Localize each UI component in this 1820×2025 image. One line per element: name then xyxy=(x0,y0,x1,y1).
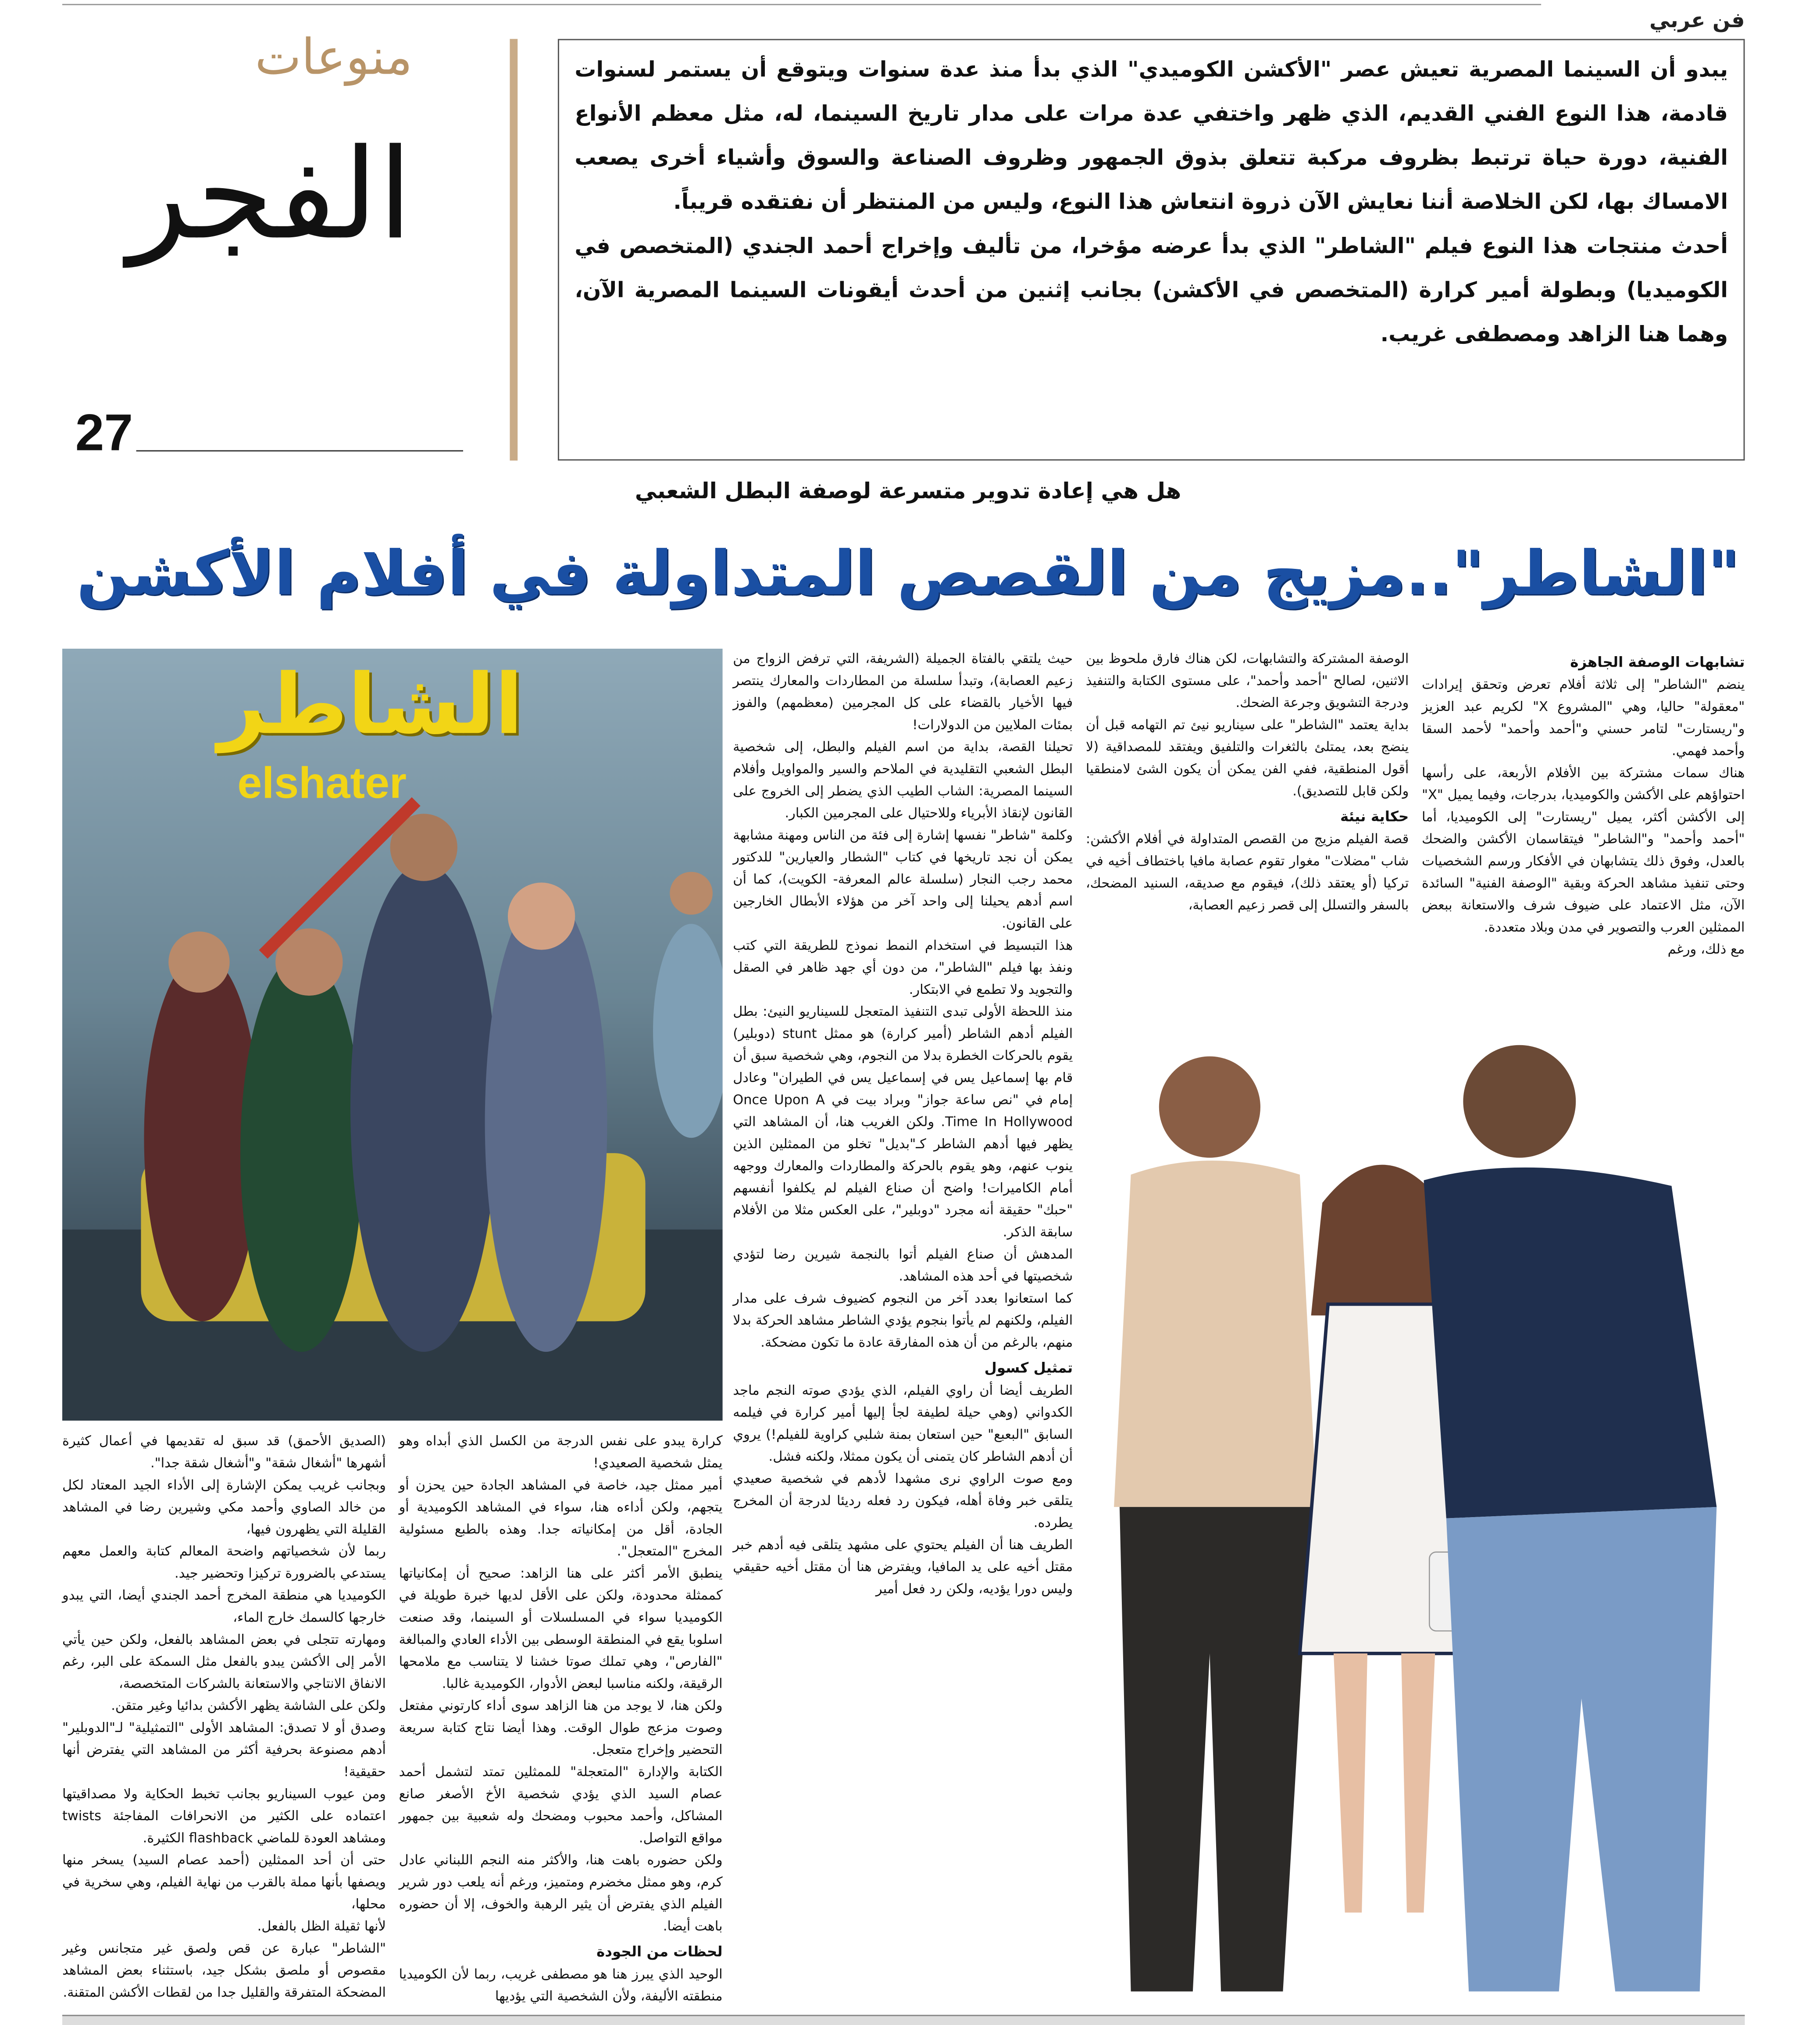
paragraph: منذ اللحظة الأولى تبدى التنفيذ المتعجل للسيناريو النيئ: بطل الفيلم أدهم الشاطر (أمير كرارة) هو ممثل stunt (دوبلير) يقوم بالحركات الخطرة بدلا من النجوم، وهي شخصية سبق أن قام بها إسماعيل يس في إسماعيل يس في الطيران" وعادل إمام في "نص ساعة جواز" وبراد بيت في Once Upon A Time In Hollywood. ولكن الغريب هنا، أن المشاهد التي يظهر فيها أدهم الشاطر كـ"بديل" تخلو من الممثلين الذين ينوب عنهم، وهو يقوم بالحركة والمطاردات والمعارك ووجهه أمام الكاميرات! واضح أن صناع الفيلم لم يكلفوا أنفسهم "حبك" حقيقة أنه مجرد "دوبلير"، على العكس مثلا من الأفلام سابقة الذكر. xyxy=(733,1004,1073,1240)
paragraph: كما استعانوا بعدد آخر من النجوم كضيوف شرف على مدار الفيلم، ولكنهم لم يأتوا بنجوم يؤدي الشاطر مشاهد الحركة بدلا منهم، بالرغم من أن هذه المفارقة عادة ما تكون مضحكة. xyxy=(733,1291,1073,1351)
paragraph: وبجانب غريب يمكن الإشارة إلى الأداء الجيد المعتاد لكل من خالد الصاوي وأحمد مكي وشيرين رضا في المشاهد القليلة التي يظهرون فيها، xyxy=(62,1478,386,1538)
intro-paragraph: أحدث منتجات هذا النوع فيلم "الشاطر" الذي بدأ عرضه مؤخرا، من تأليف وإخراج أحمد الجندي (المتخصص في الكوميديا) وبطولة أمير كرارة (المتخصص في الأكشن) بجانب إثنين من أحدث أيقونات السينما المصرية الآن، وهما هنا الزاهد ومصطفى غريب. xyxy=(575,233,1728,346)
paragraph: لأنها ثقيلة الظل بالفعل. xyxy=(257,1918,386,1935)
paragraph: مع ذلك، ورغم xyxy=(1667,942,1745,958)
accent-bar xyxy=(510,39,517,461)
paragraph: ومهارته تتجلى في بعض المشاهد بالفعل، ولكن حين يأتي الأمر إلى الأكشن يبدو بالفعل مثل السمكة على البر، رغم الانفاق الانتاجي والاستعانة بالشركات المتخصصة، xyxy=(62,1632,386,1692)
right-region xyxy=(1086,649,1745,2008)
subheading: تمثيل كسول xyxy=(984,1359,1073,1377)
paragraph: قصة الفيلم مزيج من القصص المتداولة في أفلام الأكشن: شاب "مضلات" مغوار تقوم عصابة مافيا باختطاف أخيه في تركيا (أو يعتقد ذلك)، فيقوم مع صديقه، السنيد المضحك، بالسفر والتسلل إلى قصر زعيم العصابة، xyxy=(1085,832,1409,914)
paragraph: هناك سمات مشتركة بين الأفلام الأربعة، على رأسها احتواؤهم على الأكشن والكوميديا، بدرجات، وفيما يميل "X" إلى الأكشن أكثر، يميل "ريستارت" إلى الكوميديا، أما "أحمد وأحمد" و"الشاطر" فيتقاسمان الأكشن والضحك بالعدل، وفوق ذلك يتشابهان في الأفكار ورسم الشخصيات وحتى تنفيذ مشاهد الحركة وبقية "الوصفة الفنية" السائدة الآن، مثل الاعتماد على ضيوف شرف والاستعانة ببعض الممثلين العرب والتصوير في مدن وبلاد متعددة. xyxy=(1421,765,1745,936)
left-region xyxy=(62,649,723,2008)
paragraph: الكتابة والإدارة "المتعجلة" للممثلين تمتد لتشمل أحمد عصام السيد الذي يؤدي شخصية الأخ الأصغر صانع المشاكل، وأحمد محبوب ومضحك وله شعبية بين جمهور مواقع التواصل. xyxy=(399,1764,723,1846)
intro-paragraph: يبدو أن السينما المصرية تعيش عصر "الأكشن الكوميدي" الذي بدأ منذ عدة سنوات ويتوقع أن يستمر لسنوات قادمة، هذا النوع الفني القديم، الذي ظهر واختفي عدة مرات على مدار تاريخ السينما، له، مثل معظم الأنواع الفنية، دورة حياة ترتبط بظروف مركبة تتعلق بذوق الجمهور وظروف الصناعة والسوق وأشياء أخرى يصعب الامساك بها، لكن الخلاصة أننا نعايش الآن ذروة انتعاش هذا النوع، وليس من المنتظر أن نفتقده قريباً. xyxy=(575,57,1728,214)
article-column-4 xyxy=(399,1431,723,2008)
paragraph: الطريف هنا أن الفيلم يحتوي على مشهد يتلقى فيه أدهم خبر مقتل أخيه على يد المافيا، ويفترض هنا أن مقتل أخيه حقيقي وليس دورا يؤديه، ولكن رد فعل أمير xyxy=(733,1537,1073,1597)
paragraph: الوصفة المشتركة والتشابهات، لكن هناك فارق ملحوظ بين الاثنين، لصالح "أحمد وأحمد"، على مستوى الكتابة والتنفيذ ودرجة التشويق وجرعة الضحك. xyxy=(1085,651,1409,711)
paragraph: وصدق أو لا تصدق: المشاهد الأولى "التمثيلية" لـ"الدوبلير" أدهم مصنوعة بحرفية أكثر من المشاهد التي يفترض أنها حقيقية! xyxy=(62,1720,386,1780)
paragraph: تحيلنا القصة، بداية من اسم الفيلم والبطل، إلى شخصية البطل الشعبي التقليدية في الملاحم والسير والمواويل وأفلام السينما المصرية: الشاب الطيب الذي يضطر إلى الخروج على القانون لإنقاذ الأبرياء وللاحتيال على المجرمين الكبار. xyxy=(733,739,1073,821)
page-rule xyxy=(136,450,463,451)
paragraph: هذا التبسيط في استخدام النمط نموذج للطريقة التي كتب ونفذ بها فيلم "الشاطر"، من دون أي جهد ظاهر في الصقل والتجويد ولا تطمع في الابتكار. xyxy=(733,938,1073,998)
paragraph: حتى أن أحد الممثلين (أحمد عصام السيد) يسخر منها ويصفها بأنها مملة بالقرب من نهاية الفيلم، وهي سخرية في محلها، xyxy=(62,1853,386,1913)
paragraph: الطريف أيضا أن راوي الفيلم، الذي يؤدي صوته النجم ماجد الكدواني (وهي حيلة لطيفة لجأ إليها أمير كرارة في فيلمه السابق "البعبع" حين استعان بمنة شلبي كراوية للفيلم!) يروي أن أدهم الشاطر كان يتمنى أن يكون ممثلا، ولكنه فشل. xyxy=(733,1383,1073,1465)
paragraph: ومن عيوب السيناريو بجانب تخبط الحكاية ولا مصداقيتها اعتماده على الكثير من الانحرافات المفاجئة twists ومشاهد العودة للماضي flashback الكثيرة. xyxy=(62,1786,386,1846)
paragraph: كرارة يبدو على نفس الدرجة من الكسل الذي أبداه وهو يمثل شخصية الصعيدي! xyxy=(399,1433,723,1471)
paragraph: بداية يعتمد "الشاطر" على سيناريو نيئ تم التهامه قبل أن ينضج بعد، يمتلئ بالثغرات والتلفيق ويفتقد للمصداقية (لا أقول المنطقية، ففي الفن يمكن أن يكون الشئ لامنطقيا ولكن قابل للتصديق). xyxy=(1085,717,1409,800)
logo-top-text: منوعات xyxy=(255,29,413,86)
paragraph: ولكن حضوره باهت هنا، والأكثر منه النجم اللبناني عادل كرم، وهو ممثل مخضرم ومتميز، ورغم أنه يلعب دور شرير الفيلم الذي يفترض أن يثير الرهبة والخوف، إلا أن حضوره باهت أيضا. xyxy=(399,1853,723,1935)
paragraph: ومع صوت الراوي نرى مشهدا لأدهم في شخصية صعيدي يتلقى خبر وفاة أهله، فيكون رد فعله رديئا لدرجة أن المخرج يطرده. xyxy=(733,1471,1073,1531)
kicker: هل هي إعادة تدوير متسرعة لوصفة البطل الشعبي xyxy=(635,479,1181,505)
top-rule xyxy=(62,4,1541,5)
subheading: لحظات من الجودة xyxy=(596,1943,723,1961)
section-tag: فن عربي xyxy=(1649,7,1745,32)
section-logo xyxy=(75,26,464,396)
paragraph: أمير ممثل جيد، خاصة في المشاهد الجادة حين يحزن أو يتجهم، ولكن أداءه هنا، سواء في المشاهد الكوميدية أو الجادة، أقل من إمكانياته جدا. وهذه بالطبع مسئولية المخرج "المتعجل". xyxy=(399,1478,723,1560)
article-column-3 xyxy=(733,649,1073,1601)
intro-box xyxy=(558,39,1745,461)
paragraph: ولكن على الشاشة يظهر الأكشن بدائيا وغير متقن. xyxy=(111,1698,386,1714)
paragraph: ربما لأن شخصياتهم واضحة المعالم كتابة والعمل معهم يستدعي بالضرورة تركيزا وتحضير جيد. xyxy=(62,1544,386,1582)
poster-title-latin: elshater xyxy=(237,759,407,808)
poster-title-arabic: الشاطر xyxy=(218,657,523,754)
subheading: حكاية نيئة xyxy=(1340,808,1409,825)
paragraph: الكوميديا هي منطقة المخرج أحمد الجندي أيضا، التي يبدو خارجها كالسمك خارج الماء، xyxy=(62,1588,386,1626)
paragraph: ولكن هنا، لا يوجد من هنا الزاهد سوى أداء كارتوني مفتعل وصوت مزعج طوال الوقت. وهذا أيضا نتاج كتابة سريعة التحضير وإخراج متعجل. xyxy=(399,1698,723,1758)
subheading: تشابهات الوصفة الجاهزة xyxy=(1570,654,1745,671)
paragraph: المدهش أن صناع الفيلم أتوا بالنجمة شيرين رضا لتؤدي شخصيتها في أحد هذه المشاهد. xyxy=(733,1246,1073,1285)
paragraph: "الشاطر" عبارة عن قص ولصق غير متجانس وغير مقصوص أو ملصق بشكل جيد، باستثناء بعض المشاهد المضحكة المتفرقة والقليل جدا من لقطات الأكشن المتقنة. xyxy=(62,1941,386,2001)
paragraph: الوحيد الذي يبرز هنا هو مصطفى غريب، ربما لأن الكوميديا منطقته الأليفة، ولأن الشخصية التي يؤديها xyxy=(399,1967,723,2005)
headline: "الشاطر"..مزيج من القصص المتداولة في أفلام الأكشن xyxy=(76,538,1740,610)
paragraph: ينضم "الشاطر" إلى ثلاثة أفلام تعرض وتحقق إيرادات "معقولة" حاليا، وهي "المشروع X" لكريم عبد العزيز و"ريستارت" لتامر حسني و"أحمد وأحمد" لأحمد السقا وأحمد فهمي. xyxy=(1421,677,1745,759)
cast-photo-illustration xyxy=(1086,972,1745,2008)
paragraph: ينطبق الأمر أكثر على هنا الزاهد: صحيح أن إمكانياتها كممثلة محدودة، ولكن على الأقل لديها خبرة طويلة في الكوميديا سواء في المسلسلات أو السينما، وقد صنعت اسلوبا يقع في المنطقة الوسطى بين الأداء العادي والمبالغة "الفارص"، وهي تملك صوتا خشنا لا يتناسب مع ملامحها الرقيقة، ولكنه مناسبا لبعض الأدوار، الكوميدية غالبا. xyxy=(399,1566,723,1692)
article-column-1 xyxy=(1422,649,1745,961)
paragraph: وكلمة "شاطر" نفسها إشارة إلى فئة من الناس ومهنة مشابهة يمكن أن نجد تاريخها في كتاب "الشطار والعيارين" للدكتور محمد رجب النجار (سلسلة عالم المعرفة- الكويت)، كما أن اسم أدهم يحيلنا إلى واحد آخر من هؤلاء الأبطال الخارجين على القانون. xyxy=(733,828,1073,932)
paragraph: (الصديق الأحمق) قد سبق له تقديمها في أعمال كثيرة أشهرها "أشغال شقة" و"أشغال شقة جدا". xyxy=(62,1433,386,1471)
cast-photo xyxy=(1086,972,1745,2008)
page-number: 27 xyxy=(75,404,133,462)
movie-poster xyxy=(62,649,723,1421)
logo-main-text: الفجر xyxy=(128,122,413,268)
article-column-2 xyxy=(1086,649,1409,961)
paragraph: حيث يلتقي بالفتاة الجميلة (الشريفة، التي ترفض الزواج من زعيم العصابة)، وتبدأ سلسلة من المطاردات والمعارك ينتصر فيها الأخيار بالقضاء على كل المجرمين (معظمهم) والفوز بمئات الملايين من الدولارات! xyxy=(733,651,1073,733)
article-column-5 xyxy=(62,1431,386,2008)
